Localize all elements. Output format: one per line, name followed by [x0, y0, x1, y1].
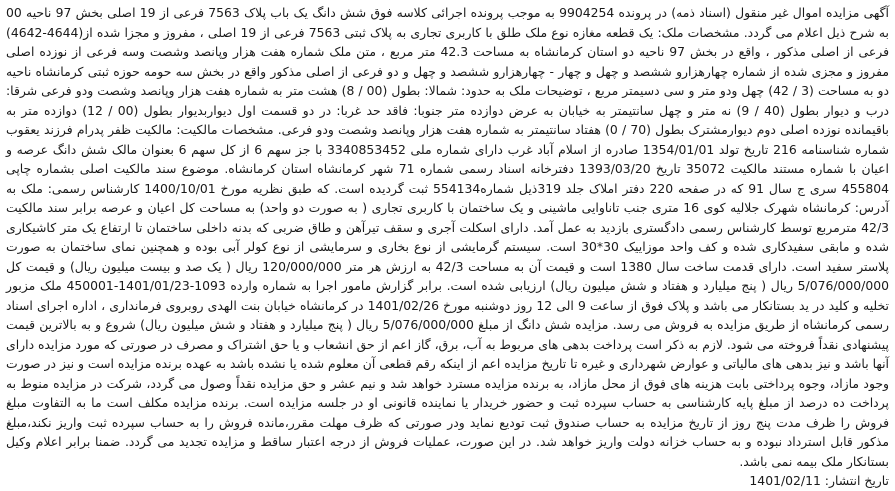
publication-date: تاریخ انتشار: 1401/02/11	[749, 473, 889, 488]
notice-body: آگهی مزایده اموال غیر منقول (اسناد ذمه) در پرونده 9904254 به موجب پرونده اجرائی کلاسه فوق شش دانگ یک باب پلاک 7563 فرعی از 19 اصلی بخش 97 ناحیه 00 به شرح ذیل اعلام می گردد. مشخصات ملک: یک قطعه مغازه نوع ملک طلق با کاربری تجاری به پلاک ثبتی 7563 فرعی از 19 اصلی ، مفروز و مجزا شده از(4644-4642) فرعی از اصلی مذکور ، واقع در بخش 97 ناحیه دو استان کرمانشاه به مساحت 42.3 متر مربع ، متن ملک شماره هفت هزار وپانصد وشصت وسه فرعی از نوزده اصلی مفروز و مجزی شده از شماره چهارهزارو ششصد و چهل و چهار - چهارهزارو ششصد و چهل و دو فرعی از اصلی مذکور واقع در بخش سه حومه حوزه ثبتی کرمانشاه ناحیه دو به مساحت (3 / 42) چهل ودو متر و سی دسیمتر مربع ، توضیحات ملک به حدود: شمالا: بطول (00 / 8) هشت متر به شماره هفت هزار وپانصد وشصت ودو فرعی شرقا: درب و دیوار بطول (40 / 9) نه متر و چهل سانتیمتر به خیابان به عرض دوازده متر جنوبا: فاقد حد غربا: در دو قسمت اول دیواربدیوار بطول (00 / 12) دوازده متر به باقیمانده نوزده اصلی دوم دیوارمشترک بطول (70 / 0) هفتاد سانتیمتر به شماره هفت هزار وپانصد وشصت ودو فرعی. مشخصات مالکیت: مالکیت ظفر پدرام فرزند یعقوب شماره شناسنامه 216 تاریخ تولد 1354/01/01 صادره از اسلام آباد غرب دارای شماره ملی 3340853452 با جز سهم 6 از کل سهم 6 بعنوان مالک شش دانگ عرصه و اعیان با شماره مستند مالکیت 35072 تاریخ 1393/03/20 دفترخانه اسناد رسمی شماره 71 شهر کرمانشاه استان کرمانشاه. موضوع سند مالکیت اصلی بشماره چاپی 455804 سری ج سال 91 که در صفحه 220 دفتر املاک جلد 319ذیل شماره554134 ثبت گردیده است. که طبق نظریه مورخ 1400/10/01 کارشناس رسمی: ملک به آدرس: کرمانشاه شهرک جلالیه کوی 16 متری جنب تاناوایی ماشینی و یک ساختمان با کاربری تجاری ( به صورت دو واحد) به مساحت کل اعیان و عرصه برابر سند مالکیت 42/3 مترمربع توسط کارشناس رسمی دادگستری بازدید به عمل آمد. دارای اسکلت آجری و سقف تیرآهن و طاق ضربی که بدنه داخلی ساختمان تا ارتفاع یک متر کاشیکاری شده و مابقی سفیدکاری شده و کف واحد موزاییک 30*30 است. سیستم گرمایشی از نوع بخاری و سرمایشی از نوع کولر آبی بوده و همچنین نمای ساختمان به صورت پلاستر سفید است. دارای قدمت ساخت سال 1380 است و قیمت آن به مساحت 42/3 به ارزش هر متر 120/000/000 ریال ( یک صد و بیست میلیون ریال) و قیمت کل 5/076/000/000 ریال ( پنج میلیارد و هفتاد و شش میلیون ریال) ارزیابی شده است. برابر گزارش مامور اجرا به شماره وارده 1093-1401/01/23-450001 ملک مزبور تخلیه و کلید در ید بستانکار می باشد و پلاک فوق از ساعت 9 الی 12 روز دوشنبه مورخ 1401/02/26 در کرمانشاه خیابان بنت الهدی روبروی فرمانداری ، اداره اجرای اسناد رسمی کرمانشاه از طریق مزایده به فروش می رسد. مزایده شش دانگ از مبلغ 5/076/000/000 ریال ( پنج میلیارد و هفتاد و شش میلیون ریال) شروع و به بالاترین قیمت پیشنهادی نقداً فروخته می شود. لازم به ذکر است پرداخت بدهی های مربوط به آب، برق، گاز اعم از حق انشعاب و یا حق اشتراک و مصرف در صورتی که مورد مزایده دارای آنها باشد و نیز بدهی های مالیاتی و عوارض شهرداری و غیره تا تاریخ مزایده اعم از اینکه رقم قطعی آن معلوم شده یا نشده باشد به عهده برنده مزایده است و نیز در صورت وجود مازاد، وجوه پرداختی بابت هزینه های فوق از محل مازاد، به برنده مزایده مسترد خواهد شد و نیم عشر و حق مزایده نقداً وصول می گردد، شرکت در مزایده منوط به پرداخت ده درصد از مبلغ پایه کارشناسی به حساب سپرده ثبت و حضور خریدار یا نماینده قانونی او در جلسه مزایده است. برنده مزایده مکلف است ما به التفاوت مبلغ فروش را ظرف مدت پنج روز از تاریخ مزایده به حساب صندوق ثبت تودیع نماید ودر صورتی که ظرف مهلت مقرر،مانده فروش را به حساب سپرده ثبت واریز نکند،مبلغ مذکور قابل استرداد نبوده و به حساب خزانه دولت واریز خواهد شد. در این صورت، عملیات فروش از درجه اعتبار ساقط و مزایده تجدید می گردد. ضمنا برابر اعلام وکیل بستانکار ملک بیمه نمی باشد.	[6, 5, 890, 469]
